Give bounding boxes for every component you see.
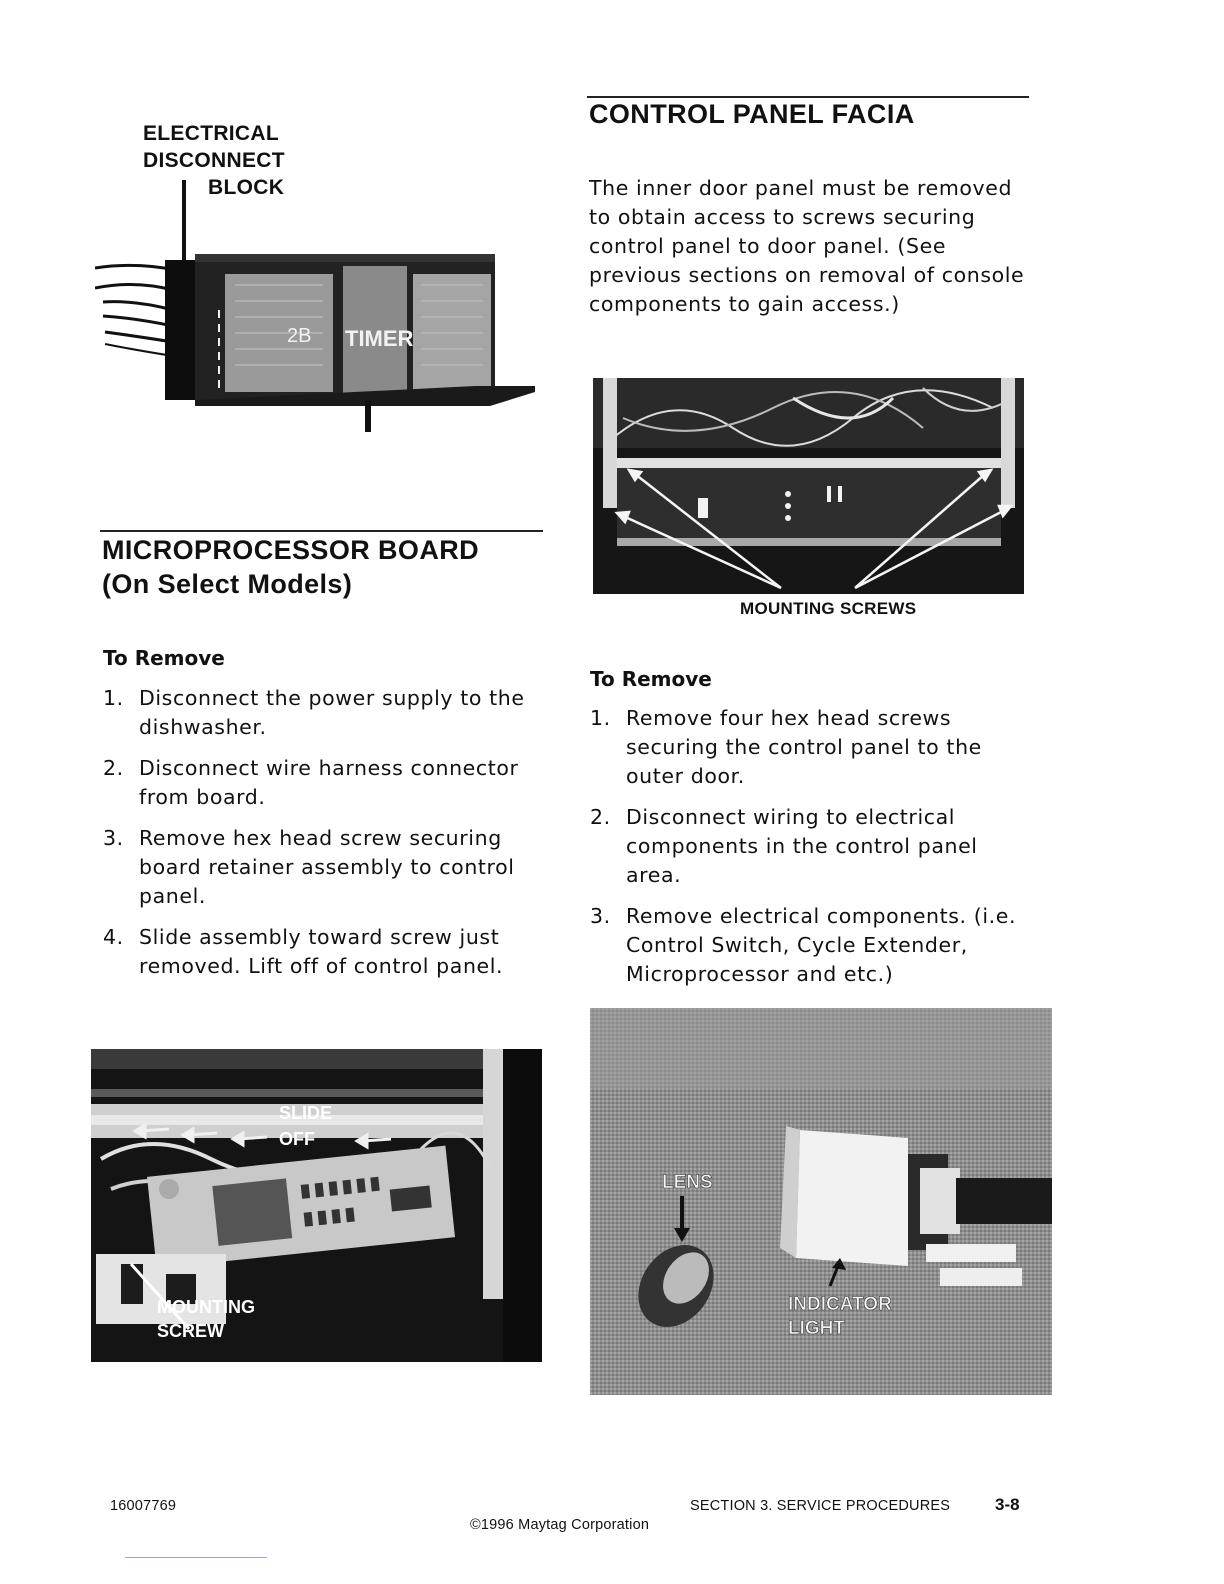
- section-title: MICROPROCESSOR BOARD: [102, 535, 480, 565]
- footer-section: SECTION 3. SERVICE PROCEDURES: [690, 1498, 951, 1514]
- board-label-off: OFF: [279, 1129, 315, 1149]
- section-rule-left: [100, 530, 543, 532]
- bottom-divider: [125, 1557, 267, 1558]
- steps-list-left: [103, 684, 533, 993]
- footer-copyright: ©1996 Maytag Corporation: [470, 1517, 650, 1533]
- list-item: [590, 704, 1030, 791]
- timer-label-timer: TIMER: [345, 326, 414, 351]
- caption-line: BLOCK: [208, 176, 285, 199]
- board-label-screw: SCREW: [157, 1321, 224, 1341]
- step-number: 2.: [103, 756, 124, 780]
- timer-figure-caption: [143, 120, 285, 201]
- microprocessor-board-photo: [91, 1049, 542, 1362]
- footer-page-number: 3-8: [995, 1495, 1020, 1514]
- step-text: Remove electrical components. (i.e. Control Switch, Cycle Extender, Microprocessor and etc.): [626, 904, 1017, 986]
- list-item: [590, 803, 1030, 890]
- step-text: Disconnect wire harness connector from board.: [139, 756, 519, 809]
- step-number: 3.: [103, 826, 124, 850]
- section-subtitle: (On Select Models): [102, 569, 353, 599]
- step-number: 1.: [103, 686, 124, 710]
- control-panel-photo: [593, 378, 1024, 594]
- indicator-light-label-2: LIGHT: [788, 1318, 845, 1339]
- steps-list-right: [590, 704, 1030, 1001]
- caption-line: ELECTRICAL: [143, 122, 279, 145]
- subhead-to-remove-right: To Remove: [590, 667, 712, 691]
- mounting-screws-caption: MOUNTING SCREWS: [740, 599, 917, 618]
- lens-indicator-photo: [590, 1008, 1052, 1395]
- step-text: Remove hex head screw securing board retainer assembly to control panel.: [139, 826, 515, 908]
- step-text: Disconnect wiring to electrical components in the control panel area.: [626, 805, 978, 887]
- section-title-control-panel-facia: CONTROL PANEL FACIA: [589, 99, 915, 129]
- step-text: Remove four hex head screws securing the control panel to the outer door.: [626, 706, 982, 788]
- step-number: 1.: [590, 706, 611, 730]
- facia-intro-paragraph: The inner door panel must be removed to obtain access to screws securing control panel to door panel. (See previous sections on removal of console components to gain access.): [589, 176, 1025, 316]
- step-number: 3.: [590, 904, 611, 928]
- step-number: 2.: [590, 805, 611, 829]
- step-number: 4.: [103, 925, 124, 949]
- lens-label: LENS: [662, 1172, 713, 1193]
- timer-illustration: [95, 240, 545, 435]
- board-label-mounting: MOUNTING: [157, 1297, 255, 1317]
- section-title-microprocessor: [102, 533, 479, 601]
- list-item: [103, 923, 533, 981]
- list-item: [103, 684, 533, 742]
- board-label-slide: SLIDE: [279, 1103, 333, 1123]
- list-item: [590, 902, 1030, 989]
- step-text: Slide assembly toward screw just removed. Lift off of control panel.: [139, 925, 504, 978]
- step-text: Disconnect the power supply to the dishwasher.: [139, 686, 525, 739]
- footer-part-number: 16007769: [110, 1498, 177, 1514]
- caption-line: DISCONNECT: [143, 149, 285, 172]
- timer-label-2b: 2B: [287, 325, 312, 347]
- list-item: [103, 824, 533, 911]
- list-item: [103, 754, 533, 812]
- indicator-light-label-1: INDICATOR: [788, 1294, 892, 1315]
- subhead-to-remove-left: To Remove: [103, 646, 225, 670]
